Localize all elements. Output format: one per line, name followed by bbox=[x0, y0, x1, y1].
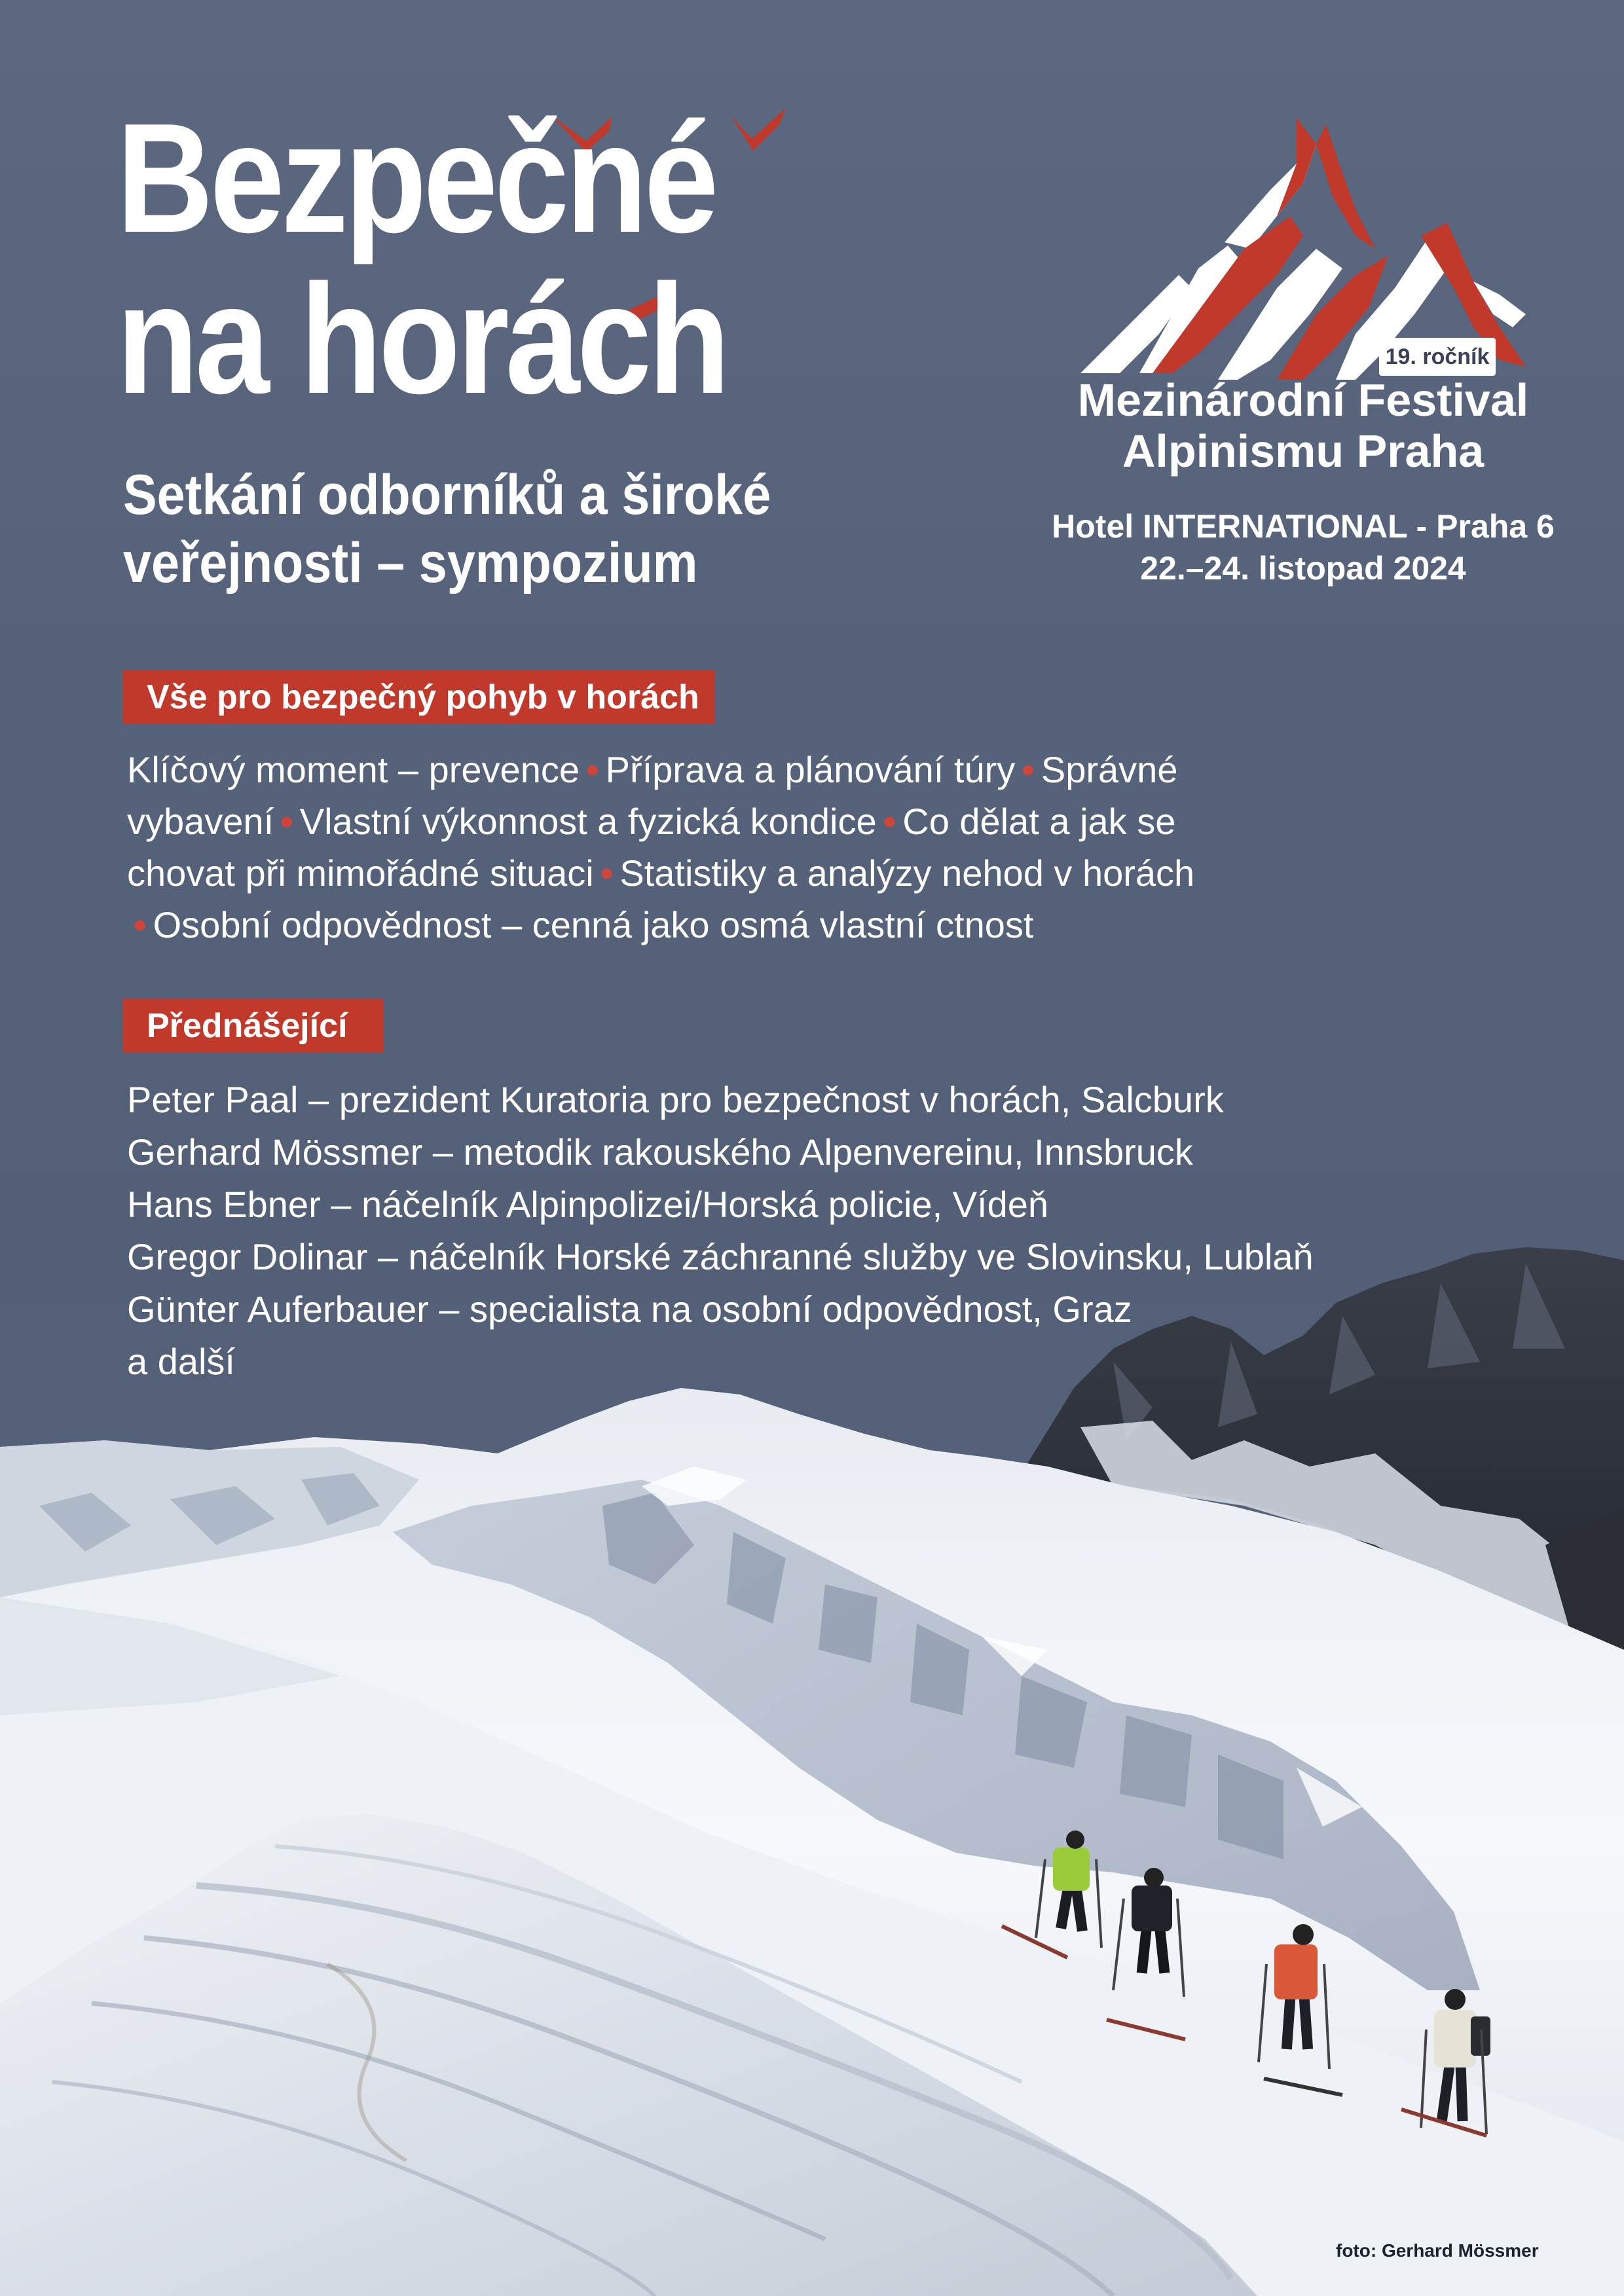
speaker-item: Hans Ebner – náčelník Alpinpolizei/Horská policie, Vídeň bbox=[127, 1184, 1049, 1225]
topics-line-4 bbox=[127, 899, 1175, 951]
topic-item: Statistiky a analýzy nehod v horách bbox=[619, 852, 1195, 894]
topics-list bbox=[127, 744, 1195, 951]
bullet-separator: • bbox=[883, 801, 896, 842]
topics-line-1 bbox=[127, 744, 1178, 795]
dates-text: 22.–24. listopad 2024 bbox=[1140, 550, 1466, 587]
speakers-heading: Přednášející bbox=[123, 999, 384, 1053]
speaker-item: Gregor Dolinar – náčelník Horské záchranné služby ve Slovinsku, Lublaň bbox=[127, 1236, 1314, 1277]
title-line-2: na horách bbox=[117, 253, 727, 426]
title-line-1: Bezpečné bbox=[117, 92, 716, 265]
festival-name bbox=[1048, 374, 1559, 477]
subtitle-line-2: veřejnosti – sympozium bbox=[123, 532, 698, 594]
bullet-separator: • bbox=[134, 904, 147, 945]
festival-name-line-2: Alpinismu Praha bbox=[1122, 426, 1485, 477]
venue-text: Hotel INTERNATIONAL - Praha 6 bbox=[1052, 508, 1555, 545]
speakers-list bbox=[127, 1074, 1371, 1388]
subtitle-line-1: Setkání odborníků a široké bbox=[123, 464, 771, 526]
bullet-separator: • bbox=[1022, 749, 1035, 790]
topic-item: Klíčový moment – prevence bbox=[127, 749, 580, 790]
speaker-item: Peter Paal – prezident Kuratoria pro bezpečnost v horách, Salcburk bbox=[127, 1079, 1224, 1120]
bullet-separator: • bbox=[280, 801, 293, 842]
edition-badge: 19. ročník bbox=[1379, 338, 1496, 376]
topics-line-3 bbox=[127, 847, 1195, 899]
topic-item: vybavení bbox=[127, 801, 274, 842]
speaker-item: Gerhard Mössmer – metodik rakouského Alpenvereinu, Innsbruck bbox=[127, 1131, 1193, 1173]
topics-heading: Vše pro bezpečný pohyb v horách bbox=[123, 670, 715, 724]
title-hacek-2 bbox=[730, 108, 786, 151]
speaker-item: a další bbox=[127, 1341, 235, 1382]
speaker-item: Günter Auferbauer – specialista na osobní odpovědnost, Graz bbox=[127, 1288, 1132, 1330]
topic-item: Co dělat a jak se bbox=[902, 801, 1176, 842]
festival-venue bbox=[1048, 505, 1559, 589]
topic-item: Správné bbox=[1041, 749, 1178, 790]
poster-subtitle bbox=[123, 461, 771, 597]
bullet-separator: • bbox=[600, 852, 614, 894]
festival-name-line-1: Mezinárodní Festival bbox=[1077, 374, 1529, 426]
topic-item: Vlastní výkonnost a fyzická kondice bbox=[299, 801, 877, 842]
topics-line-2 bbox=[127, 795, 1175, 847]
photo-credit: foto: Gerhard Mössmer bbox=[1336, 2240, 1539, 2261]
poster-title bbox=[117, 92, 727, 426]
topic-item: Osobní odpovědnost – cenná jako osmá vlastní ctnost bbox=[153, 904, 1034, 945]
topic-item: chovat při mimořádné situaci bbox=[127, 852, 594, 894]
bullet-separator: • bbox=[585, 749, 599, 790]
topic-item: Příprava a plánování túry bbox=[605, 749, 1016, 790]
